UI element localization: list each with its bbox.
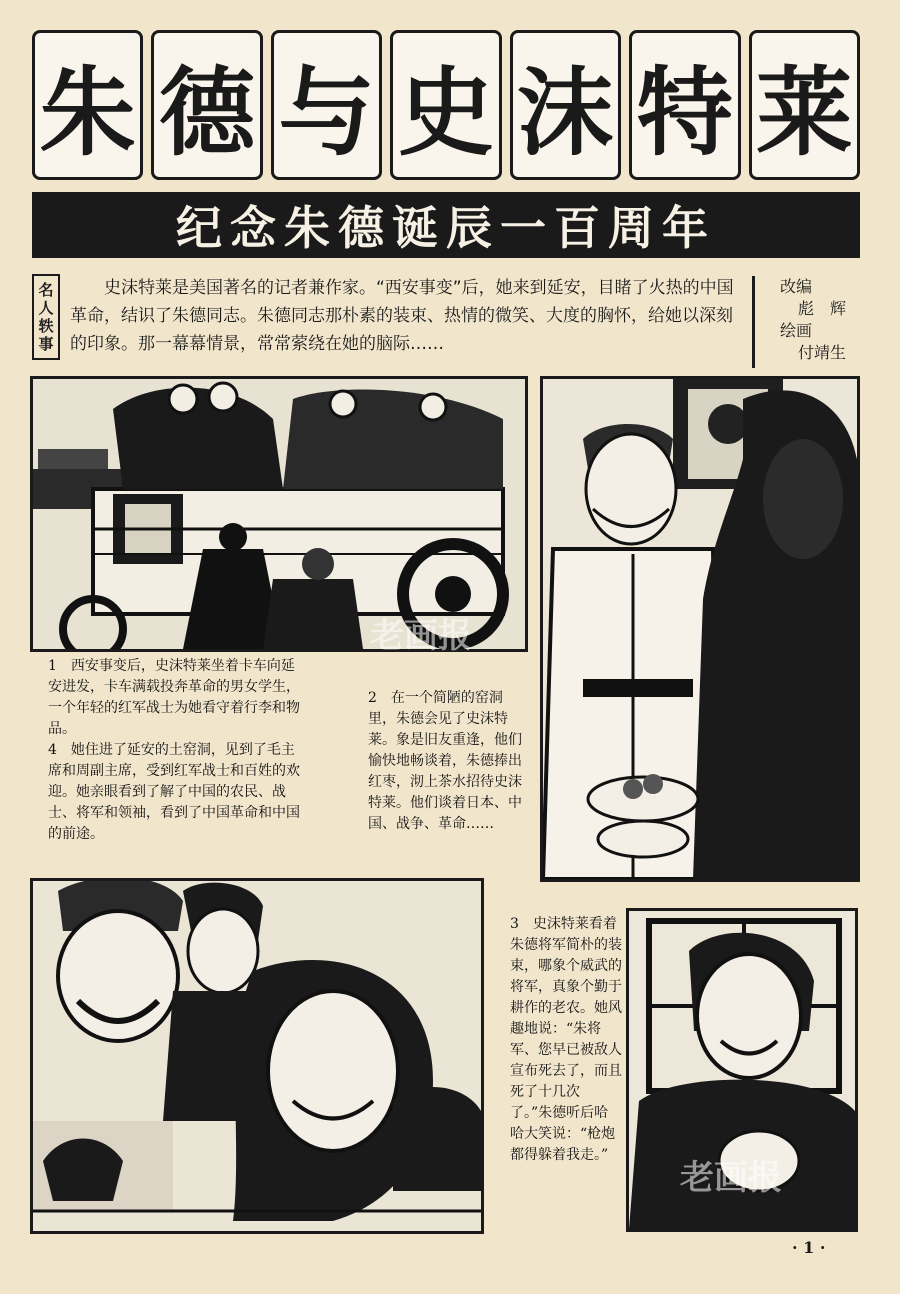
watermark-logo: 老画报	[680, 1158, 782, 1198]
panel-2-conversation-illustration	[540, 376, 860, 882]
intro-paragraph: 史沫特莱是美国著名的记者兼作家。“西安事变”后，她来到延安，目睹了火热的中国革命，结识了朱德同志。朱德同志那朴素的装束、热情的微笑、大度的胸怀，给她以深刻的印象。那一幕幕情景，常常萦绕在她的脑际……	[70, 278, 734, 354]
credits	[780, 276, 880, 364]
title-char: 莱	[749, 30, 860, 180]
subtitle-banner: 纪念朱德诞辰一百周年	[32, 192, 860, 258]
adapt-name: 彪 辉	[798, 299, 847, 318]
page-number: · 1 ·	[792, 1238, 826, 1257]
caption-text: 2 在一个简陋的窑洞里，朱德会见了史沫特莱。象是旧友重逢，他们愉快地畅谈着，朱德捧出红枣，沏上茶水招待史沫特莱。他们谈着日本、中国、战争、革命……	[368, 690, 522, 832]
title-char: 沫	[510, 30, 621, 180]
tag-char: 轶	[38, 317, 54, 335]
draw-name: 付靖生	[798, 343, 847, 362]
caption-text: 3 史沫特莱看着朱德将军简朴的装束，哪象个威武的将军，真象个勤于耕作的老农。她风趣地说：“朱将军、您早已被敌人宣布死去了，而且死了十几次了。”朱德听后哈哈大笑说：“枪炮都得躲着我走。”	[510, 916, 622, 1163]
title-char: 德	[151, 30, 262, 180]
watermark-logo: 老画报	[370, 616, 472, 656]
panel-4-leaders-illustration	[30, 878, 484, 1234]
tag-char: 人	[38, 299, 54, 317]
tag-char: 事	[38, 335, 54, 353]
caption-panel-2	[368, 688, 528, 841]
caption-panel-1	[48, 656, 308, 746]
title-char: 与	[271, 30, 382, 180]
caption-panel-4	[48, 740, 308, 851]
adapt-label: 改编	[780, 277, 813, 296]
panel-3-smedley-illustration	[626, 908, 858, 1232]
caption-text: 1 西安事变后，史沫特莱坐着卡车向延安进发，卡车满载投奔革命的男女学生，一个年轻的红军战士为她看守着行李和物品。	[48, 658, 300, 737]
title-row	[32, 30, 860, 180]
title-char: 特	[629, 30, 740, 180]
column-tag	[32, 274, 60, 360]
caption-panel-3	[510, 914, 622, 1172]
panel-1-truck-illustration	[30, 376, 528, 652]
draw-label: 绘画	[780, 321, 813, 340]
divider	[752, 276, 755, 368]
caption-text: 4 她住进了延安的土窑洞，见到了毛主席和周副主席，受到红军战士和百姓的欢迎。她亲眼看到了解了中国的农民、战士、将军和领袖，看到了中国革命和中国的前途。	[48, 742, 300, 842]
tag-char: 名	[38, 281, 54, 299]
title-char: 朱	[32, 30, 143, 180]
title-char: 史	[390, 30, 501, 180]
